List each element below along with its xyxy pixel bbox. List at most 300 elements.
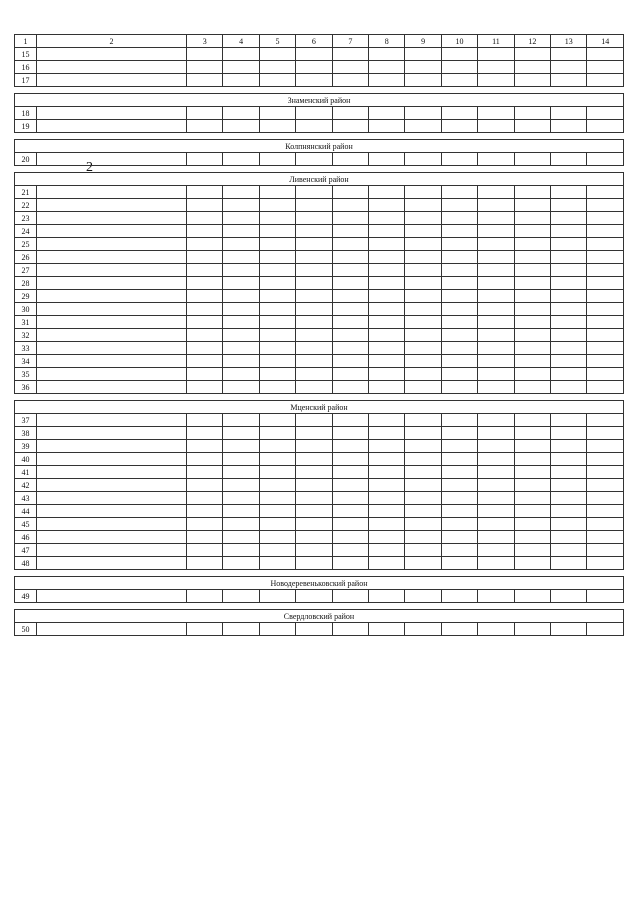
table-row bbox=[15, 186, 624, 199]
table-cell bbox=[332, 466, 368, 479]
table-cell bbox=[514, 329, 550, 342]
table-cell bbox=[223, 518, 259, 531]
table-cell bbox=[187, 427, 223, 440]
table-cell bbox=[587, 48, 624, 61]
table-cell bbox=[296, 518, 332, 531]
table-cell bbox=[369, 505, 405, 518]
gap-cell bbox=[15, 133, 624, 140]
table-cell bbox=[587, 186, 624, 199]
table-cell bbox=[551, 264, 587, 277]
table-cell bbox=[259, 505, 295, 518]
table-cell bbox=[37, 107, 187, 120]
table-cell bbox=[259, 427, 295, 440]
table-cell bbox=[478, 355, 514, 368]
table-cell bbox=[187, 225, 223, 238]
table-cell bbox=[37, 479, 187, 492]
table-cell bbox=[259, 381, 295, 394]
table-cell bbox=[369, 479, 405, 492]
table-cell bbox=[296, 264, 332, 277]
table-cell bbox=[37, 225, 187, 238]
table-cell bbox=[37, 186, 187, 199]
row-number: 48 bbox=[15, 557, 37, 570]
table-cell bbox=[369, 212, 405, 225]
table-cell bbox=[551, 492, 587, 505]
table-cell bbox=[37, 544, 187, 557]
table-cell bbox=[551, 251, 587, 264]
table-cell bbox=[514, 48, 550, 61]
table-cell bbox=[405, 453, 441, 466]
table-cell bbox=[296, 427, 332, 440]
table-cell bbox=[332, 74, 368, 87]
row-number: 22 bbox=[15, 199, 37, 212]
table-cell bbox=[187, 186, 223, 199]
table-row bbox=[15, 518, 624, 531]
table-cell bbox=[296, 466, 332, 479]
table-cell bbox=[296, 303, 332, 316]
table-cell bbox=[587, 440, 624, 453]
table-cell bbox=[37, 238, 187, 251]
table-cell bbox=[259, 544, 295, 557]
table-cell bbox=[405, 544, 441, 557]
row-number: 47 bbox=[15, 544, 37, 557]
table-cell bbox=[332, 277, 368, 290]
table-cell bbox=[478, 264, 514, 277]
table-cell bbox=[369, 186, 405, 199]
table-cell bbox=[587, 264, 624, 277]
table-row bbox=[15, 466, 624, 479]
table-cell bbox=[223, 544, 259, 557]
table-cell bbox=[514, 277, 550, 290]
row-number: 41 bbox=[15, 466, 37, 479]
table-cell bbox=[37, 466, 187, 479]
table-cell bbox=[441, 479, 477, 492]
table-cell bbox=[37, 342, 187, 355]
table-cell bbox=[332, 61, 368, 74]
row-number: 49 bbox=[15, 590, 37, 603]
section-title: Свердловский район bbox=[15, 610, 624, 623]
table-cell bbox=[332, 290, 368, 303]
table-cell bbox=[441, 329, 477, 342]
table-cell bbox=[37, 505, 187, 518]
table-cell bbox=[187, 518, 223, 531]
table-cell bbox=[478, 251, 514, 264]
table-cell bbox=[478, 518, 514, 531]
table-row bbox=[15, 153, 624, 166]
table-cell bbox=[369, 329, 405, 342]
table-cell bbox=[332, 368, 368, 381]
table-cell bbox=[514, 479, 550, 492]
table-cell bbox=[187, 590, 223, 603]
table-cell bbox=[405, 264, 441, 277]
table-cell bbox=[587, 427, 624, 440]
row-number: 23 bbox=[15, 212, 37, 225]
table-cell bbox=[478, 544, 514, 557]
table-cell bbox=[187, 544, 223, 557]
table-row bbox=[15, 544, 624, 557]
table-cell bbox=[405, 368, 441, 381]
table-cell bbox=[223, 440, 259, 453]
table-cell bbox=[223, 238, 259, 251]
table-cell bbox=[37, 531, 187, 544]
table-cell bbox=[223, 466, 259, 479]
table-row bbox=[15, 120, 624, 133]
table-cell bbox=[587, 590, 624, 603]
table-cell bbox=[223, 290, 259, 303]
table-cell bbox=[332, 225, 368, 238]
header-row bbox=[15, 35, 624, 48]
table-cell bbox=[369, 531, 405, 544]
table-cell bbox=[296, 199, 332, 212]
table-cell bbox=[37, 427, 187, 440]
section-title-row bbox=[15, 577, 624, 590]
table-cell bbox=[405, 440, 441, 453]
table-cell bbox=[587, 107, 624, 120]
table-cell bbox=[405, 355, 441, 368]
table-cell bbox=[259, 492, 295, 505]
table-cell bbox=[441, 427, 477, 440]
table-row bbox=[15, 74, 624, 87]
table-cell bbox=[514, 290, 550, 303]
table-cell bbox=[332, 505, 368, 518]
row-number: 18 bbox=[15, 107, 37, 120]
table-cell bbox=[259, 238, 295, 251]
table-cell bbox=[514, 355, 550, 368]
table-row bbox=[15, 427, 624, 440]
table-cell bbox=[587, 329, 624, 342]
table-cell bbox=[259, 368, 295, 381]
section-gap bbox=[15, 394, 624, 401]
table-cell bbox=[441, 623, 477, 636]
table-cell bbox=[37, 212, 187, 225]
table-cell bbox=[296, 238, 332, 251]
table-cell bbox=[187, 277, 223, 290]
table-cell bbox=[405, 48, 441, 61]
table-cell bbox=[551, 120, 587, 133]
table-row bbox=[15, 290, 624, 303]
table-cell bbox=[551, 557, 587, 570]
table-cell bbox=[332, 48, 368, 61]
table-cell bbox=[296, 368, 332, 381]
table-cell bbox=[296, 186, 332, 199]
table-cell bbox=[478, 277, 514, 290]
table-cell bbox=[187, 303, 223, 316]
table-cell bbox=[478, 479, 514, 492]
table-cell bbox=[332, 329, 368, 342]
table-cell bbox=[259, 329, 295, 342]
table-cell bbox=[551, 238, 587, 251]
table-cell bbox=[223, 414, 259, 427]
table-cell bbox=[296, 120, 332, 133]
table-row bbox=[15, 505, 624, 518]
row-number: 17 bbox=[15, 74, 37, 87]
table-cell bbox=[551, 590, 587, 603]
table-cell bbox=[296, 48, 332, 61]
table-cell bbox=[296, 225, 332, 238]
table-cell bbox=[37, 277, 187, 290]
table-cell bbox=[369, 120, 405, 133]
table-row bbox=[15, 557, 624, 570]
table-cell bbox=[551, 381, 587, 394]
table-cell bbox=[551, 453, 587, 466]
table-cell bbox=[187, 290, 223, 303]
table-cell bbox=[514, 623, 550, 636]
data-table bbox=[14, 34, 624, 890]
table-cell bbox=[332, 381, 368, 394]
table-cell bbox=[478, 505, 514, 518]
table-cell bbox=[478, 212, 514, 225]
table-cell bbox=[441, 590, 477, 603]
table-row bbox=[15, 453, 624, 466]
table-cell bbox=[296, 440, 332, 453]
table-cell bbox=[441, 120, 477, 133]
table-cell bbox=[514, 590, 550, 603]
table-cell bbox=[296, 355, 332, 368]
table-cell bbox=[551, 505, 587, 518]
table-cell bbox=[223, 251, 259, 264]
table-cell bbox=[223, 186, 259, 199]
table-cell bbox=[587, 355, 624, 368]
table-cell bbox=[405, 557, 441, 570]
table-cell bbox=[587, 303, 624, 316]
table-cell bbox=[369, 368, 405, 381]
table-cell bbox=[514, 251, 550, 264]
table-cell bbox=[478, 61, 514, 74]
table-cell bbox=[369, 381, 405, 394]
table-cell bbox=[187, 329, 223, 342]
table-cell bbox=[259, 531, 295, 544]
table-cell bbox=[478, 414, 514, 427]
row-number: 26 bbox=[15, 251, 37, 264]
table-cell bbox=[551, 479, 587, 492]
table-cell bbox=[259, 251, 295, 264]
table-cell bbox=[369, 590, 405, 603]
table-cell bbox=[478, 381, 514, 394]
table-cell bbox=[37, 74, 187, 87]
table-cell bbox=[587, 623, 624, 636]
table-cell bbox=[551, 61, 587, 74]
table-cell bbox=[587, 342, 624, 355]
table-cell bbox=[478, 153, 514, 166]
table-cell bbox=[187, 479, 223, 492]
table-cell bbox=[405, 492, 441, 505]
section-title-row bbox=[15, 610, 624, 623]
table-cell bbox=[259, 342, 295, 355]
table-cell bbox=[551, 153, 587, 166]
table-cell bbox=[369, 303, 405, 316]
column-number: 3 bbox=[187, 35, 223, 48]
table-cell bbox=[369, 61, 405, 74]
table-cell bbox=[332, 544, 368, 557]
table-cell bbox=[441, 251, 477, 264]
table-row bbox=[15, 107, 624, 120]
row-number: 32 bbox=[15, 329, 37, 342]
table-cell bbox=[332, 518, 368, 531]
table-cell bbox=[332, 492, 368, 505]
table-cell bbox=[296, 414, 332, 427]
table-cell bbox=[223, 74, 259, 87]
table-cell bbox=[551, 316, 587, 329]
column-number: 6 bbox=[296, 35, 332, 48]
table-cell bbox=[478, 466, 514, 479]
table-cell bbox=[478, 440, 514, 453]
table-cell bbox=[441, 186, 477, 199]
table-cell bbox=[587, 120, 624, 133]
table-cell bbox=[369, 440, 405, 453]
section-title-row bbox=[15, 140, 624, 153]
table-cell bbox=[514, 186, 550, 199]
section-title-row bbox=[15, 94, 624, 107]
table-cell bbox=[369, 544, 405, 557]
table-cell bbox=[441, 453, 477, 466]
table-cell bbox=[405, 623, 441, 636]
table-cell bbox=[296, 544, 332, 557]
table-cell bbox=[296, 153, 332, 166]
table-cell bbox=[223, 225, 259, 238]
table-cell bbox=[296, 212, 332, 225]
table-cell bbox=[187, 453, 223, 466]
page-number: 2 bbox=[86, 160, 93, 175]
table-cell bbox=[259, 107, 295, 120]
table-cell bbox=[441, 505, 477, 518]
table-cell bbox=[514, 440, 550, 453]
table-cell bbox=[296, 505, 332, 518]
table-row bbox=[15, 212, 624, 225]
column-number: 5 bbox=[259, 35, 295, 48]
table-cell bbox=[441, 531, 477, 544]
row-number: 33 bbox=[15, 342, 37, 355]
table-cell bbox=[405, 186, 441, 199]
table-cell bbox=[405, 120, 441, 133]
table-cell bbox=[405, 238, 441, 251]
table-cell bbox=[441, 225, 477, 238]
table-cell bbox=[587, 544, 624, 557]
table-cell bbox=[514, 453, 550, 466]
table-cell bbox=[369, 427, 405, 440]
table-cell bbox=[37, 251, 187, 264]
table-cell bbox=[551, 329, 587, 342]
table-cell bbox=[37, 264, 187, 277]
table-row bbox=[15, 238, 624, 251]
row-number: 40 bbox=[15, 453, 37, 466]
gap-cell bbox=[15, 394, 624, 401]
table-cell bbox=[223, 505, 259, 518]
table-row bbox=[15, 61, 624, 74]
table-cell bbox=[587, 212, 624, 225]
table-cell bbox=[332, 186, 368, 199]
table-cell bbox=[259, 290, 295, 303]
table-cell bbox=[37, 199, 187, 212]
table-cell bbox=[259, 518, 295, 531]
table-cell bbox=[369, 264, 405, 277]
table-cell bbox=[514, 264, 550, 277]
row-number: 24 bbox=[15, 225, 37, 238]
table-cell bbox=[37, 381, 187, 394]
table-cell bbox=[187, 199, 223, 212]
table-cell bbox=[223, 48, 259, 61]
table-cell bbox=[405, 427, 441, 440]
table-cell bbox=[332, 107, 368, 120]
table-cell bbox=[369, 153, 405, 166]
table-row bbox=[15, 440, 624, 453]
table-cell bbox=[332, 251, 368, 264]
table-cell bbox=[587, 531, 624, 544]
table-cell bbox=[187, 505, 223, 518]
table-cell bbox=[551, 225, 587, 238]
table-cell bbox=[405, 531, 441, 544]
table-cell bbox=[296, 107, 332, 120]
table-cell bbox=[259, 316, 295, 329]
section-title: Мценский район bbox=[15, 401, 624, 414]
table-cell bbox=[259, 61, 295, 74]
table-row bbox=[15, 225, 624, 238]
table-row bbox=[15, 414, 624, 427]
table-cell bbox=[369, 342, 405, 355]
table-cell bbox=[259, 440, 295, 453]
table-cell bbox=[223, 427, 259, 440]
table-cell bbox=[223, 590, 259, 603]
table-cell bbox=[187, 212, 223, 225]
table-cell bbox=[187, 440, 223, 453]
table-cell bbox=[37, 120, 187, 133]
table-cell bbox=[296, 453, 332, 466]
table-cell bbox=[223, 120, 259, 133]
table-cell bbox=[587, 518, 624, 531]
table-cell bbox=[37, 453, 187, 466]
table-cell bbox=[551, 440, 587, 453]
table-cell bbox=[441, 48, 477, 61]
table-cell bbox=[587, 251, 624, 264]
table-cell bbox=[187, 355, 223, 368]
table-cell bbox=[37, 623, 187, 636]
table-cell bbox=[587, 238, 624, 251]
table-cell bbox=[296, 342, 332, 355]
table-cell bbox=[551, 623, 587, 636]
table-cell bbox=[37, 440, 187, 453]
table-cell bbox=[332, 303, 368, 316]
table-cell bbox=[441, 440, 477, 453]
table-cell bbox=[514, 238, 550, 251]
table-cell bbox=[259, 74, 295, 87]
section-gap bbox=[15, 133, 624, 140]
section-gap bbox=[15, 603, 624, 610]
table-cell bbox=[259, 277, 295, 290]
table-cell bbox=[551, 531, 587, 544]
gap-cell bbox=[15, 570, 624, 577]
row-number: 44 bbox=[15, 505, 37, 518]
table-cell bbox=[223, 492, 259, 505]
table-cell bbox=[551, 48, 587, 61]
table-cell bbox=[478, 316, 514, 329]
table-cell bbox=[187, 531, 223, 544]
table-cell bbox=[37, 518, 187, 531]
table-cell bbox=[187, 381, 223, 394]
table-cell bbox=[332, 479, 368, 492]
table-cell bbox=[332, 557, 368, 570]
table-cell bbox=[405, 590, 441, 603]
table-cell bbox=[369, 623, 405, 636]
table-cell bbox=[187, 414, 223, 427]
table-cell bbox=[187, 251, 223, 264]
table-cell bbox=[223, 153, 259, 166]
table-cell bbox=[37, 414, 187, 427]
row-number: 29 bbox=[15, 290, 37, 303]
table-cell bbox=[187, 623, 223, 636]
table-cell bbox=[478, 238, 514, 251]
table-cell bbox=[405, 303, 441, 316]
table-cell bbox=[332, 453, 368, 466]
table-cell bbox=[296, 623, 332, 636]
table-cell bbox=[441, 557, 477, 570]
